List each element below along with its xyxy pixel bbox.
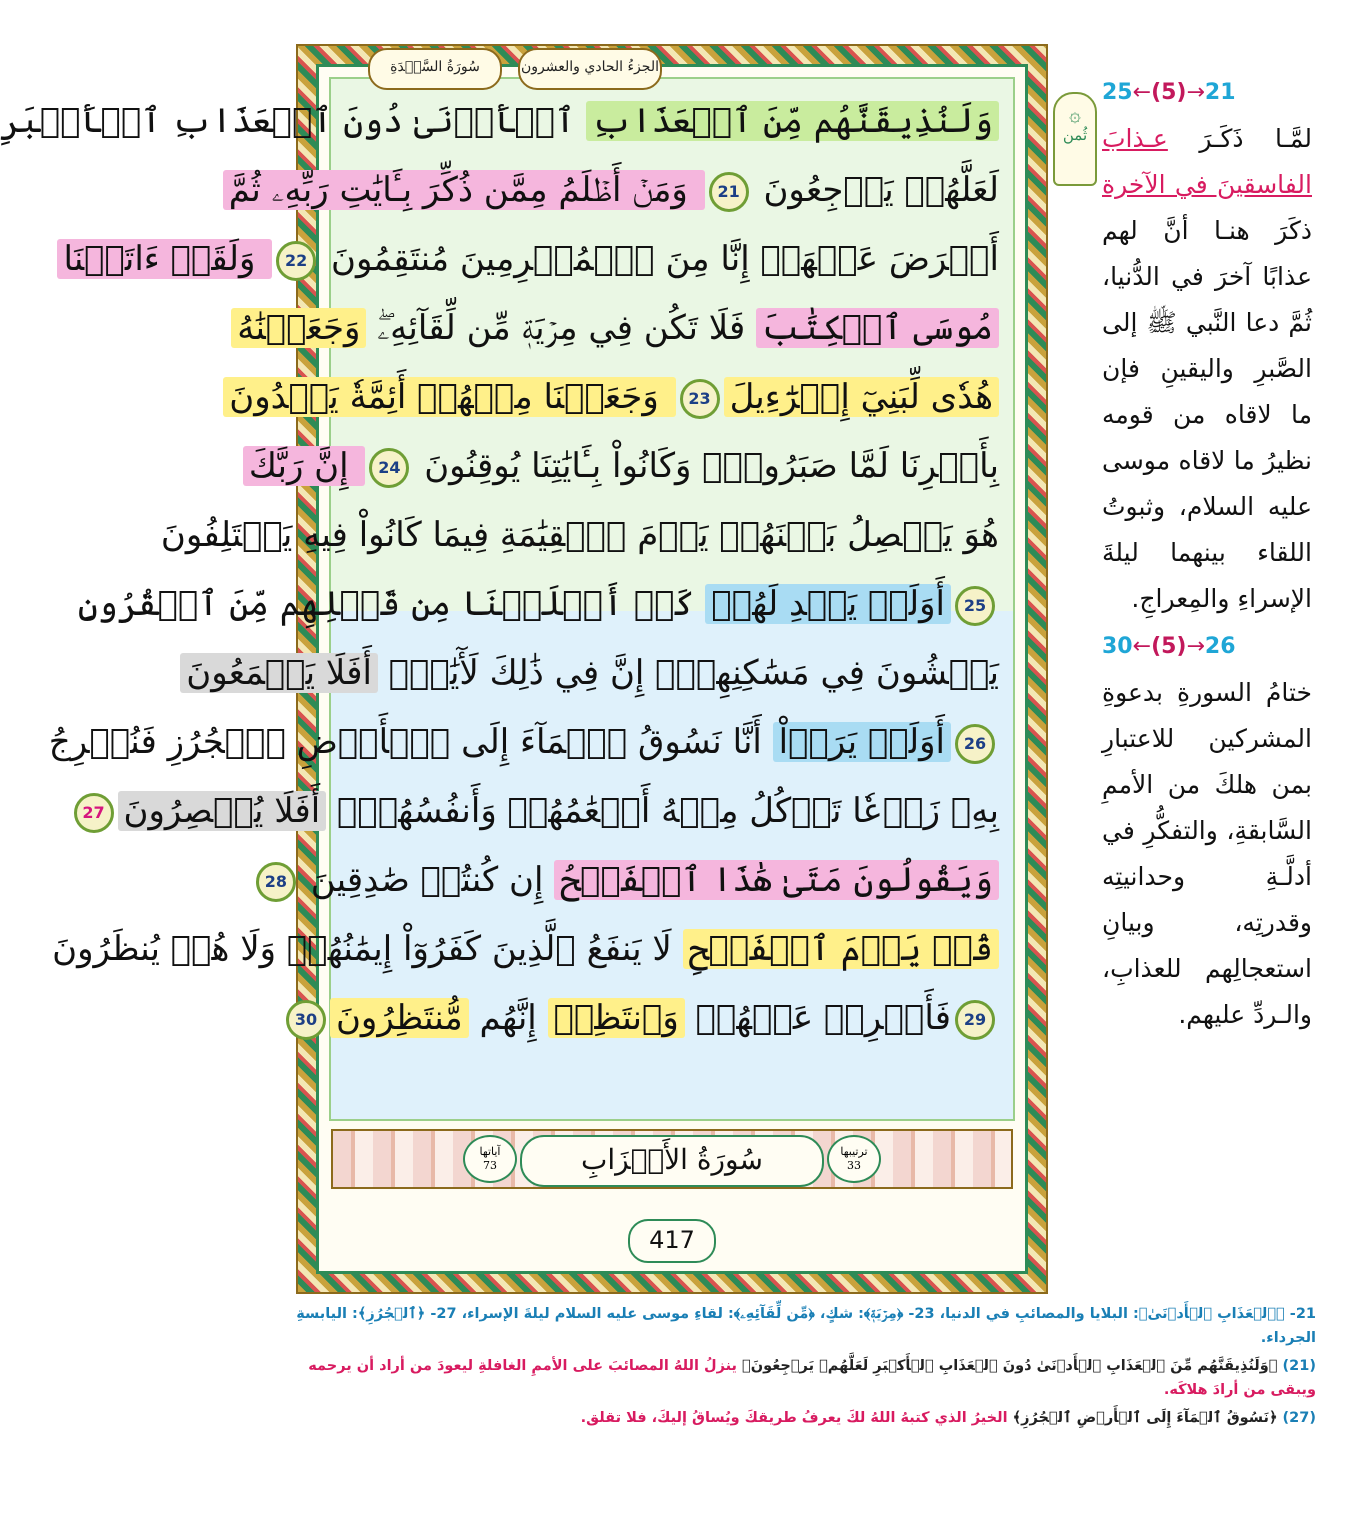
verse-line [48,712,999,772]
footnotes [296,1300,1316,1432]
arrow-left-icon: ← [1132,80,1152,105]
verse-text: أَنَّا نَسُوقُ ٱلۡمَآءَ إِلَى ٱلۡأَرۡضِ ٱلۡجُرُزِ فَنُخۡرِجُ [48,722,773,762]
surah-order-badge [827,1135,881,1183]
ayat-label: آياتها [479,1145,501,1158]
surah-name-header: سُورَةُ السَّجۡدَةِ [368,48,502,90]
ayat-value: 73 [483,1159,497,1172]
ayah-number-badge: 23 [680,379,720,419]
verse-text: بِأَمۡرِنَا لَمَّا صَبَرُواْۖ وَكَانُواْ بِـَٔايَٰتِنَا يُوقِنُونَ [413,446,999,486]
ayah-range-1 [1102,70,1312,116]
verse-line [52,919,999,979]
verse-line [160,505,999,565]
tafsir-highlight: الفاسقينَ في الآخرة [1102,170,1312,199]
ayat-count-badge [463,1135,517,1183]
tafsir-text: لمَّـا ذَكَـرَ [1199,124,1312,153]
verse-line [186,643,999,703]
surah-title: سُورَةُ الأَحۡزَابِ [520,1135,824,1187]
tafsir-column [1102,70,1312,1038]
range-end: 26 [1204,634,1236,659]
juz-name-header: الجزءُ الحادي والعشرون [518,48,662,90]
ayah-number-badge: 22 [276,241,316,281]
note-number: (27) [1282,1410,1316,1426]
ayah-range-2 [1102,624,1312,670]
verse-line [77,574,999,634]
verse-line [82,781,999,841]
highlighted-phrase: أَوَلَمۡ يَرَوۡاْ [773,722,951,762]
range-start: 25 [1102,80,1133,105]
ayah-number-badge: 24 [369,448,409,488]
verse-text: هُوَ يَفۡصِلُ بَيۡنَهُمۡ يَوۡمَ ٱلۡقِيَٰمَةِ فِيمَا كَانُواْ فِيهِ يَخۡتَلِفُونَ [160,515,999,555]
surah-banner [331,1129,1013,1189]
highlighted-phrase: وَيَقُولُونَ مَتَىٰ هَٰذَا ٱلۡفَتۡحُ [554,860,999,900]
arrow-right-icon: → [1186,634,1205,659]
note-quote: ﴿وَلَنُذِيقَنَّهُم مِّنَ ٱلۡعَذَابِ ٱلۡأَدۡنَىٰ دُونَ ٱلۡعَذَابِ ٱلۡأَكۡبَرِ لَعَلَّهُمۡ يَرۡجِعُونَ﴾ [742,1358,1278,1374]
tafsir-paragraph-2: ختامُ السورةِ بدعوةِ المشركين للاعتبارِ بمن هلكَ من الأممِ السَّابقةِ، والتفكُّرِ في أدلَّـةِ وحدانيتِه وقدرتِه، وبيانِ استعجالِهم للعذابِ، والـردِّ عليهم. [1102,678,1312,1029]
ayah-number-badge: 30 [286,1000,326,1040]
ayah-number-badge: 29 [955,1000,995,1040]
tafsir-text: ذكَرَ هنـا أنَّ لهم عذابًا آخرَ في الدُّنيا، ثُمَّ دعا النَّبي ﷺ إلى الصَّبرِ واليقينِ فإن ما لاقاه من قومه نظيرُ ما لاقاه موسى عليه السلام، وثبوتُ اللقاء بينهما ليلةَ الإسراءِ والمِعراجِ. [1102,216,1312,613]
order-value: 33 [847,1159,861,1172]
highlighted-phrase: وَٱنتَظِرۡ [548,998,685,1038]
verse-text: فَلَا تَكُن فِي مِرۡيَةٖ مِّن لِّقَآئِهِۦۖ [366,308,757,348]
note-number: (21) [1282,1358,1316,1374]
highlighted-phrase: أَفَلَا يَسۡمَعُونَ [180,653,378,693]
verse-line [248,436,999,496]
verse-text: ٱلۡأَدۡنَىٰ دُونَ ٱلۡعَذَابِ ٱلۡأَكۡبَرِ [0,101,586,141]
verse-text: لَعَلَّهُمۡ يَرۡجِعُونَ [752,170,999,210]
ayah-number-badge: 21 [709,172,749,212]
verse-line [294,988,999,1048]
verse-text: بِهِۦ زَرۡعٗا تَأۡكُلُ مِنۡهُ أَنۡعَٰمُهُمۡ وَأَنفُسُهُمۡۚ [326,791,999,831]
range-count: (5) [1151,80,1187,105]
reflection-note-27 [296,1404,1316,1432]
highlighted-phrase: مُّنتَظِرُونَ [330,998,469,1038]
quran-text-area [0,77,1015,1121]
thumun-label: ثُمن [1062,126,1088,144]
verse-line [228,160,999,220]
page-number: 417 [628,1219,716,1263]
vocabulary-note: 21- ﴿ٱلۡعَذَابِ ٱلۡأَدۡنَىٰ﴾: البلايا والمصائبِ في الدنيا، 23- ﴿مِرۡيَةٖ﴾: شكٍ، ﴿مِّن لِّقَآئِهِۦ﴾: لقاءِ موسى عليه السلام ليلةَ الإسراء، 27- ﴿ٱلۡجُرُزِ﴾: اليابسةِ الجرداء. [296,1306,1316,1346]
verse-text: فَأَعۡرِضۡ عَنۡهُمۡ [684,998,951,1038]
verse-text: إِن كُنتُمۡ صَٰدِقِينَ [299,860,555,900]
note-text: الخيرُ الذي كتبهُ اللهُ لكَ يعرفُ طريقكَ ويُساقُ إليكَ، فلا تقلق. [580,1410,1008,1426]
range-count: (5) [1151,634,1187,659]
arrow-right-icon: → [1186,80,1205,105]
highlighted-phrase: هُدٗى لِّبَنِيٓ إِسۡرَٰٓءِيلَ [724,377,999,417]
highlighted-phrase: وَلَنُذِيقَنَّهُم مِّنَ ٱلۡعَذَابِ [586,101,999,141]
highlighted-phrase: وَجَعَلۡنَا مِنۡهُمۡ أَئِمَّةٗ يَهۡدُونَ [223,377,675,417]
ayah-number-badge: 26 [955,724,995,764]
verse-line [237,298,999,358]
highlighted-phrase: وَجَعَلۡنَٰهُ [231,308,366,348]
ayah-number-badge: 28 [256,862,296,902]
highlighted-phrase: إِنَّ رَبَّكَ [243,446,366,486]
verse-text: أَعۡرَضَ عَنۡهَآۚ إِنَّا مِنَ ٱلۡمُجۡرِمِينَ مُنتَقِمُونَ [320,239,999,279]
highlighted-phrase: وَلَقَدۡ ءَاتَيۡنَا [57,239,272,279]
highlighted-phrase: أَفَلَا يُبۡصِرُونَ [118,791,327,831]
verse-line [229,367,999,427]
tafsir-highlight: عـذابَ [1102,124,1168,153]
thumun-marker [1053,92,1097,186]
mushaf-page [0,64,1028,1274]
range-start: 30 [1102,634,1133,659]
highlighted-phrase: أَوَلَمۡ يَهۡدِ لَهُمۡ [705,584,951,624]
note-quote: ﴿نَسُوقُ ٱلۡمَآءَ إِلَى ٱلۡأَرۡضِ ٱلۡجُرُزِ﴾ [1012,1410,1278,1426]
ayah-number-badge: 27 [74,793,114,833]
verse-text: كَمۡ أَهۡلَكۡنَا مِن قَبۡلِهِم مِّنَ ٱلۡقُرُونِ [77,584,706,624]
note-text: ينزلُ اللهُ المصائبَ على الأممِ الغافلةِ ليعودَ من أراد أن يرحمه ويبقى من أرادَ هلاكَه. [308,1358,1316,1398]
verse-text: لَا يَنفَعُ ٱلَّذِينَ كَفَرُوٓاْ إِيمَٰنُهُمۡ وَلَا هُمۡ يُنظَرُونَ [52,929,683,969]
arrow-left-icon: ← [1132,634,1152,659]
highlighted-phrase: مُوسَى ٱلۡكِتَٰبَ [756,308,999,348]
verse-text: إِنَّهُم [468,998,548,1038]
verse-text: يَمۡشُونَ فِي مَسَٰكِنِهِمۡۚ إِنَّ فِي ذَٰلِكَ لَأٓيَٰتٍۚ [377,653,999,693]
mushaf-frame [0,44,1048,1294]
ayah-number-badge: 25 [955,586,995,626]
range-end: 21 [1204,80,1236,105]
dome-icon: ۞ [1069,102,1081,126]
highlighted-phrase: وَمَنۡ أَظۡلَمُ مِمَّن ذُكِّرَ بِـَٔايَٰتِ رَبِّهِۦ ثُمَّ [223,170,705,210]
tafsir-paragraph-1 [1102,116,1312,622]
reflection-note-21 [296,1352,1316,1404]
order-label: ترتيبها [840,1145,868,1158]
verse-line [0,91,999,151]
highlighted-phrase: قُلۡ يَوۡمَ ٱلۡفَتۡحِ [683,929,999,969]
verse-line [63,229,999,289]
verse-line [264,850,999,910]
